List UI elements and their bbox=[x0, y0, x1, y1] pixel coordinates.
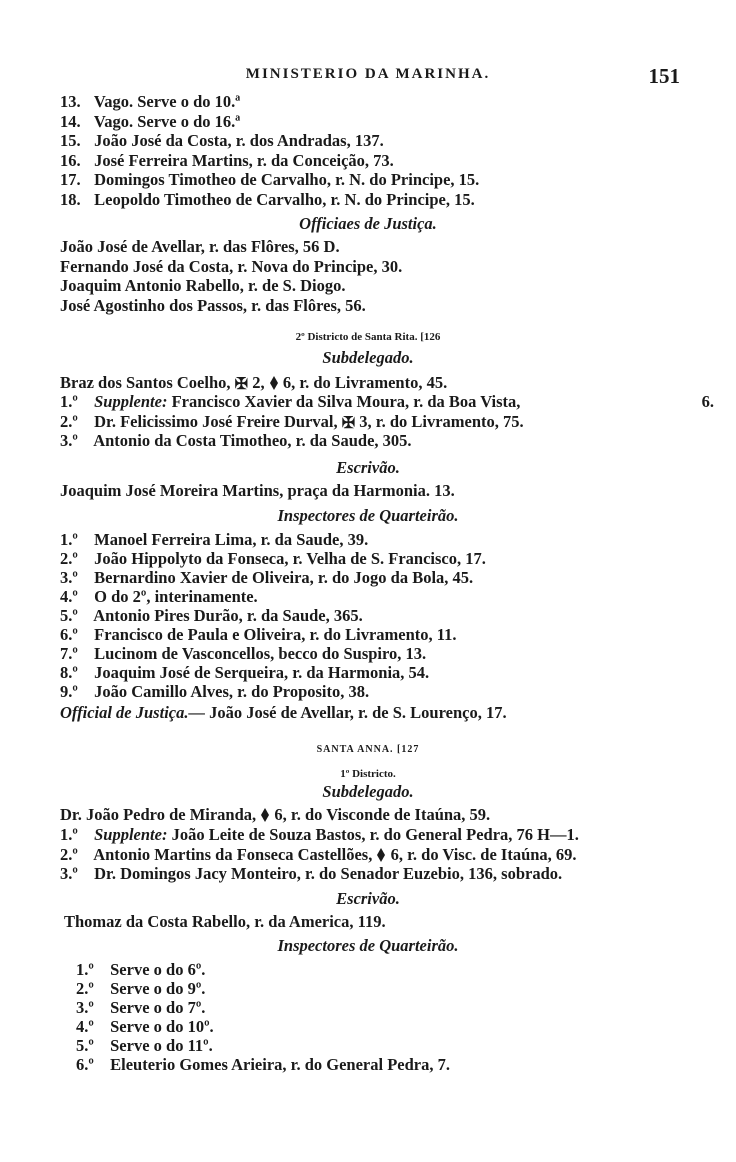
order-cross-icon: ✠ bbox=[341, 415, 356, 432]
entry-line: 17. Domingos Timotheo de Carvalho, r. N. do Principe, 15. bbox=[60, 170, 480, 189]
entry-line: 16. José Ferreira Martins, r. da Conceição, 73. bbox=[60, 151, 394, 170]
official-line: João José de Avellar, r. das Flôres, 56 D. bbox=[60, 237, 340, 256]
subdelegado-line: Dr. João Pedro de Miranda, 6, r. do Visconde de Itaúna, 59. bbox=[60, 805, 491, 824]
supplente-line: 3.º Antonio da Costa Timotheo, r. da Saude, 305. bbox=[60, 431, 412, 450]
escrivao-line: Joaquim José Moreira Martins, praça da Harmonia. 13. bbox=[60, 481, 455, 500]
inspector-line: 1.º Manoel Ferreira Lima, r. da Saude, 39. bbox=[60, 530, 369, 549]
inspector-line: 6.º Eleuterio Gomes Arieira, r. do General Pedra, 7. bbox=[76, 1055, 450, 1074]
official-line: Official de Justiça.— João José de Avellar, r. de S. Lourenço, 17. bbox=[60, 703, 507, 722]
official-line: Fernando José da Costa, r. Nova do Principe, 30. bbox=[60, 257, 403, 276]
decoration-icon bbox=[376, 848, 386, 862]
section-heading: Inspectores de Quarteirão. bbox=[277, 506, 459, 525]
entry-line: 15. João José da Costa, r. dos Andradas, 137. bbox=[60, 131, 384, 150]
page-number: 151 bbox=[648, 64, 680, 88]
inspector-line: 9.º João Camillo Alves, r. do Proposito, 38. bbox=[60, 682, 370, 701]
supplente-line: 3.º Dr. Domingos Jacy Monteiro, r. do Senador Euzebio, 136, sobrado. bbox=[60, 864, 563, 883]
inspector-line: 6.º Francisco de Paula e Oliveira, r. do Livramento, 11. bbox=[60, 625, 457, 644]
subdelegado-line: Braz dos Santos Coelho, ✠ 2, 6, r. do Livramento, 45. bbox=[60, 373, 448, 393]
section-heading: Escrivão. bbox=[336, 889, 400, 908]
escrivao-line: Thomaz da Costa Rabello, r. da America, 119. bbox=[64, 912, 386, 931]
inspector-line: 3.º Serve o do 7º. bbox=[76, 998, 206, 1017]
entry-line: 14. Vago. Serve o do 16.ª bbox=[60, 112, 241, 131]
supplente-line: 2.º Antonio Martins da Fonseca Castellões, 6, r. do Visc. de Itaúna, 69. bbox=[60, 845, 577, 864]
inspector-line: 4.º O do 2º, interinamente. bbox=[60, 587, 258, 606]
decoration-icon bbox=[260, 808, 270, 822]
supplente-line: 1.º Supplente: João Leite de Souza Bastos, r. do General Pedra, 76 H—1. bbox=[60, 825, 579, 844]
supplente-line: 1.º Supplente: Francisco Xavier da Silva Moura, r. da Boa Vista, 6. bbox=[60, 392, 714, 411]
section-heading: Subdelegado. bbox=[322, 348, 414, 367]
inspector-line: 8.º Joaquim José de Serqueira, r. da Harmonia, 54. bbox=[60, 663, 430, 682]
parish-heading: SANTA ANNA. [127 bbox=[316, 744, 420, 755]
section-heading: Officiaes de Justiça. bbox=[299, 214, 437, 233]
official-line: José Agostinho dos Passos, r. das Flôres, 56. bbox=[60, 296, 366, 315]
page-header-title: MINISTERIO DA MARINHA. bbox=[245, 66, 491, 82]
inspector-line: 2.º João Hippolyto da Fonseca, r. Velha de S. Francisco, 17. bbox=[60, 549, 486, 568]
decoration-icon bbox=[269, 376, 279, 390]
inspector-line: 3.º Bernardino Xavier de Oliveira, r. do Jogo da Bola, 45. bbox=[60, 568, 474, 587]
supplente-line: 2.º Dr. Felicissimo José Freire Durval, ✠ 3, r. do Livramento, 75. bbox=[60, 412, 524, 432]
official-line: Joaquim Antonio Rabello, r. de S. Diogo. bbox=[60, 276, 346, 295]
inspector-line: 1.º Serve o do 6º. bbox=[76, 960, 206, 979]
section-heading: Subdelegado. bbox=[322, 782, 414, 801]
section-heading: Inspectores de Quarteirão. bbox=[277, 936, 459, 955]
entry-line: 18. Leopoldo Timotheo de Carvalho, r. N. do Principe, 15. bbox=[60, 190, 475, 209]
entry-line: 13. Vago. Serve o do 10.ª bbox=[60, 92, 241, 111]
inspector-line: 2.º Serve o do 9º. bbox=[76, 979, 206, 998]
district-heading: 1º Districto. bbox=[340, 768, 396, 780]
order-cross-icon: ✠ bbox=[234, 376, 249, 393]
inspector-line: 7.º Lucinom de Vasconcellos, becco do Suspiro, 13. bbox=[60, 644, 427, 663]
inspector-line: 5.º Serve o do 11º. bbox=[76, 1036, 213, 1055]
district-heading: 2º Districto de Santa Rita. [126 bbox=[295, 331, 441, 343]
inspector-line: 5.º Antonio Pires Durão, r. da Saude, 365. bbox=[60, 606, 363, 625]
section-heading: Escrivão. bbox=[336, 458, 400, 477]
inspector-line: 4.º Serve o do 10º. bbox=[76, 1017, 214, 1036]
